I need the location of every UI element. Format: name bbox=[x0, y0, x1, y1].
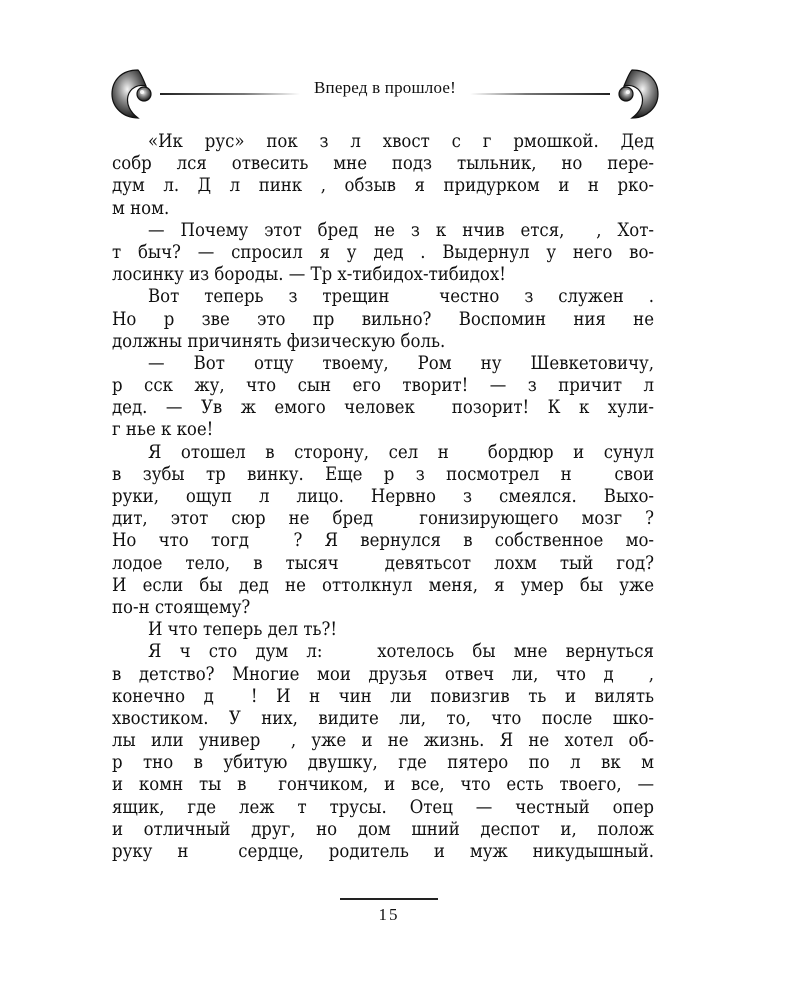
text-line: «Ик рус» пок з л хвост с г рмошкой. Дед bbox=[148, 131, 654, 152]
text-line: м ном. bbox=[112, 197, 170, 219]
text-line: по-н стоящему? bbox=[112, 596, 251, 618]
running-head-title: Вперед в прошлое! bbox=[314, 78, 456, 97]
right-ornament-line bbox=[470, 93, 610, 95]
text-line: дед. — Ув ж емого человек позорит! К к хули- bbox=[112, 397, 654, 419]
text-line: Вот теперь з трещин честно з служен . bbox=[148, 286, 654, 308]
text-line: р тно в убитую двушку, где пятеро по л вк м bbox=[112, 752, 654, 774]
text-line: Но что тогд ? Я вернулся в собственное мо- bbox=[112, 530, 654, 552]
text-line: и отличный друг, но дом шний деспот и, полож bbox=[112, 818, 654, 840]
text-line: Но р зве это пр вильно? Воспомин ния не bbox=[112, 308, 654, 330]
text-line: р сск жу, что сын его творит! — з причит л bbox=[112, 375, 654, 397]
text-line: И если бы дед не оттолкнул меня, я умер бы уже bbox=[112, 574, 654, 596]
text-line: т быч? — спросил я у дед . Выдернул у него во- bbox=[112, 241, 654, 263]
text-line: Я ч сто дум л: хотелось бы мне вернуться bbox=[148, 641, 654, 663]
text-line: руки, ощуп л лицо. Нервно з смеялся. Выхо- bbox=[112, 486, 654, 507]
text-line: руку н сердце, родитель и муж никудышный. bbox=[112, 841, 654, 862]
text-line: лосинку из бороды. — Тр х-тибидох-тибидох! bbox=[112, 264, 506, 286]
text-line: хвостиком. У них, видите ли, то, что после шко- bbox=[112, 707, 654, 729]
right-ornament-icon bbox=[604, 66, 662, 122]
text-line: собр лся отвесить мне подз тыльник, но пере- bbox=[112, 153, 654, 175]
text-line: Я отошел в сторону, сел н бордюр и сунул bbox=[148, 441, 654, 463]
text-line: в зубы тр винку. Еще р з посмотрел н свои bbox=[112, 463, 654, 485]
text-line: ящик, где леж т трусы. Отец — честный опер bbox=[112, 796, 654, 818]
body-text bbox=[112, 131, 654, 863]
text-line: и комн ты в гончиком, и все, что есть твоего, — bbox=[112, 774, 654, 796]
running-header bbox=[108, 66, 662, 122]
text-line: — Почему этот бред не з к нчив ется, , Хот- bbox=[148, 219, 654, 241]
text-line: должны причинять физическую боль. bbox=[112, 330, 446, 352]
text-line: в детство? Многие мои друзья отвеч ли, что д , bbox=[112, 663, 654, 685]
text-line: дит, этот сюр не бред гонизирующего мозг ? bbox=[112, 508, 654, 530]
text-line: г нье к кое! bbox=[112, 419, 214, 441]
page-number: 15 bbox=[378, 905, 400, 924]
text-line: дум л. Д л пинк , обзыв я придурком и н рко- bbox=[112, 175, 654, 197]
text-line: лодое тело, в тысяч девятьсот лохм тый год? bbox=[112, 552, 654, 574]
text-line: И что теперь дел ть?! bbox=[148, 619, 337, 641]
text-line: лы или универ , уже и не жизнь. Я не хотел об- bbox=[112, 730, 654, 752]
text-line: — Вот отцу твоему, Ром ну Шевкетовичу, bbox=[148, 352, 654, 374]
footer-rule bbox=[340, 898, 438, 900]
text-line: конечно д ! И н чин ли повизгив ть и вилять bbox=[112, 685, 654, 707]
